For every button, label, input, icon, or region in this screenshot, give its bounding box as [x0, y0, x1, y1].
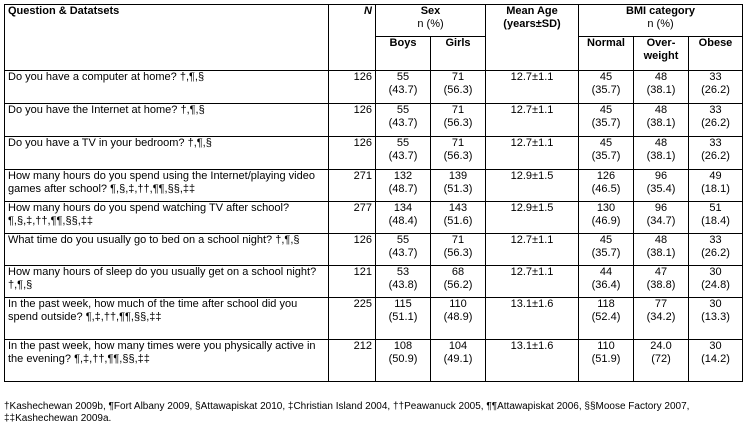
girls-cell — [431, 234, 486, 266]
obese-count: 30 — [709, 340, 722, 352]
n-cell — [329, 266, 376, 298]
obese-cell — [689, 71, 743, 104]
footnote-line-1: †Kashechewan 2009b, ¶Fort Albany 2009, §Attawapiskat 2010, ‡Christian Island 2004, ††Peawanuck 2005, ¶¶Attawapiskat 2006, §§Moose Factory 2007, — [4, 401, 690, 412]
obese-count: 33 — [709, 234, 722, 246]
overweight-cell — [634, 202, 689, 234]
normal-count: 130 — [596, 202, 616, 214]
obese-percent: (26.2) — [701, 246, 730, 259]
question-cell — [5, 298, 329, 340]
girls-count: 110 — [449, 298, 467, 310]
n-cell — [329, 234, 376, 266]
girls-percent: (56.2) — [443, 278, 473, 291]
question-sources: †,¶,§ — [187, 137, 212, 149]
overweight-count: 48 — [654, 137, 668, 149]
overweight-cell — [634, 266, 689, 298]
normal-count: 45 — [599, 104, 613, 116]
age-cell — [486, 202, 579, 234]
question-cell — [5, 340, 329, 382]
question-sources: ¶,§,‡,††,¶¶,§§,‡‡ — [8, 214, 94, 227]
girls-percent: (48.9) — [443, 310, 473, 323]
normal-cell — [579, 104, 634, 137]
question-cell — [5, 234, 329, 266]
results-table — [4, 4, 743, 382]
n-cell — [329, 104, 376, 137]
n-cell — [329, 170, 376, 202]
table-row — [5, 340, 743, 382]
normal-count: 118 — [597, 298, 615, 310]
obese-count: 51 — [709, 202, 722, 214]
normal-cell — [579, 71, 634, 104]
age-cell — [486, 170, 579, 202]
girls-count: 71 — [451, 234, 465, 246]
girls-count: 139 — [448, 170, 468, 182]
obese-percent: (26.2) — [701, 149, 730, 162]
obese-cell — [689, 104, 743, 137]
obese-count: 30 — [709, 266, 722, 278]
n-value: 271 — [353, 170, 372, 182]
n-cell — [329, 71, 376, 104]
girls-percent: (56.3) — [443, 149, 473, 162]
n-cell — [329, 340, 376, 382]
normal-cell — [579, 298, 634, 340]
n-header: N — [329, 5, 376, 71]
question-text: How many hours do you spend using the Internet/playing video games after school? — [8, 170, 315, 195]
header-row-1 — [5, 5, 743, 37]
overweight-percent: (34.2) — [646, 310, 676, 323]
normal-percent: (35.7) — [591, 149, 621, 162]
obese-count: 33 — [709, 137, 722, 149]
obese-percent: (26.2) — [701, 116, 730, 129]
question-sources: †,¶,§ — [275, 234, 300, 246]
boys-cell — [376, 170, 431, 202]
girls-cell — [431, 170, 486, 202]
table-row — [5, 137, 743, 170]
age-header — [486, 5, 579, 71]
girls-percent: (51.6) — [443, 214, 473, 227]
question-sources: ¶,‡,††,¶¶,§§,‡‡ — [85, 310, 162, 323]
overweight-count: 77 — [654, 298, 668, 310]
normal-count: 45 — [599, 137, 613, 149]
n-value: 126 — [353, 137, 372, 149]
n-value: 126 — [353, 234, 372, 246]
boys-percent: (48.7) — [388, 182, 418, 195]
boys-cell — [376, 137, 431, 170]
question-text: What time do you usually go to bed on a school night? — [8, 234, 273, 246]
n-value: 126 — [353, 71, 372, 83]
overweight-count: 47 — [654, 266, 668, 278]
overweight-percent: (34.7) — [646, 214, 676, 227]
obese-count: 49 — [709, 170, 722, 182]
overweight-cell — [634, 234, 689, 266]
normal-cell — [579, 234, 634, 266]
boys-cell — [376, 266, 431, 298]
boys-percent: (43.7) — [388, 149, 418, 162]
question-text: Do you have a TV in your bedroom? — [8, 137, 185, 149]
table-row — [5, 266, 743, 298]
table-row — [5, 104, 743, 137]
n-cell — [329, 298, 376, 340]
boys-header: Boys — [376, 37, 431, 71]
overweight-count: 48 — [654, 104, 668, 116]
boys-percent: (43.7) — [388, 116, 418, 129]
obese-cell — [689, 202, 743, 234]
sex-header — [376, 5, 486, 37]
age-value: 13.1±1.6 — [510, 340, 554, 352]
age-cell — [486, 234, 579, 266]
obese-percent: (18.4) — [701, 214, 730, 227]
overweight-count: 96 — [654, 202, 668, 214]
table-row — [5, 202, 743, 234]
normal-cell — [579, 137, 634, 170]
boys-count: 108 — [393, 340, 413, 352]
age-cell — [486, 104, 579, 137]
overweight-percent: (38.8) — [646, 278, 676, 291]
question-cell — [5, 104, 329, 137]
normal-count: 45 — [599, 234, 613, 246]
boys-percent: (43.7) — [388, 83, 418, 96]
obese-percent: (13.3) — [701, 310, 730, 323]
question-header: Question & Datatsets — [5, 5, 329, 71]
normal-percent: (51.9) — [591, 352, 621, 365]
obese-cell — [689, 266, 743, 298]
girls-cell — [431, 137, 486, 170]
n-value: 277 — [353, 202, 372, 214]
normal-cell — [579, 340, 634, 382]
age-cell — [486, 266, 579, 298]
obese-count: 30 — [709, 298, 722, 310]
overweight-cell — [634, 104, 689, 137]
boys-count: 53 — [396, 266, 410, 278]
question-text: Do you have a computer at home? — [8, 71, 177, 83]
girls-cell — [431, 340, 486, 382]
boys-count: 134 — [393, 202, 413, 214]
obese-header: Obese — [689, 37, 743, 71]
girls-cell — [431, 266, 486, 298]
table-row — [5, 298, 743, 340]
sex-header-title: Sex — [420, 5, 441, 17]
obese-cell — [689, 137, 743, 170]
question-text: How many hours of sleep do you usually get on a school night? — [8, 266, 317, 278]
boys-percent: (50.9) — [388, 352, 418, 365]
boys-count: 55 — [396, 137, 410, 149]
question-sources: ¶,§,‡,††,¶¶,§§,‡‡ — [110, 182, 196, 195]
girls-percent: (56.3) — [443, 83, 473, 96]
question-text: In the past week, how many times were you physically active in the evening? — [8, 340, 316, 365]
age-cell — [486, 298, 579, 340]
age-header-sub: (years±SD) — [503, 17, 561, 30]
normal-count: 110 — [597, 340, 615, 352]
age-cell — [486, 340, 579, 382]
age-value: 12.9±1.5 — [510, 170, 554, 182]
table-row — [5, 170, 743, 202]
age-value: 12.7±1.1 — [510, 71, 554, 83]
age-value: 12.9±1.5 — [510, 202, 554, 214]
overweight-count: 24.0 — [650, 340, 672, 352]
boys-cell — [376, 202, 431, 234]
n-cell — [329, 137, 376, 170]
obese-cell — [689, 234, 743, 266]
obese-cell — [689, 170, 743, 202]
girls-cell — [431, 298, 486, 340]
question-cell — [5, 266, 329, 298]
girls-count: 71 — [451, 71, 465, 83]
age-header-title: Mean Age — [506, 5, 558, 17]
boys-cell — [376, 234, 431, 266]
boys-count: 132 — [393, 170, 413, 182]
bmi-header — [579, 5, 743, 37]
question-sources: †,¶,§ — [180, 104, 205, 116]
n-cell — [329, 202, 376, 234]
question-text: How many hours do you spend watching TV after school? — [8, 202, 290, 214]
question-sources: ¶,‡,††,¶¶,§§,‡‡ — [74, 352, 150, 365]
girls-percent: (49.1) — [443, 352, 473, 365]
normal-header: Normal — [579, 37, 634, 71]
question-cell — [5, 137, 329, 170]
boys-percent: (51.1) — [388, 310, 418, 323]
overweight-percent: (35.4) — [646, 182, 676, 195]
age-value: 12.7±1.1 — [510, 104, 554, 116]
obese-count: 33 — [709, 71, 722, 83]
bmi-header-title: BMI category — [625, 5, 696, 17]
normal-count: 126 — [596, 170, 616, 182]
question-cell — [5, 71, 329, 104]
age-value: 13.1±1.6 — [510, 298, 554, 310]
question-sources: †,¶,§ — [179, 71, 205, 83]
table-row — [5, 234, 743, 266]
normal-percent: (52.4) — [591, 310, 621, 323]
girls-cell — [431, 202, 486, 234]
obese-cell — [689, 298, 743, 340]
question-cell — [5, 202, 329, 234]
overweight-percent: (38.1) — [646, 116, 676, 129]
overweight-count: 96 — [654, 170, 668, 182]
normal-percent: (36.4) — [591, 278, 621, 291]
girls-count: 68 — [451, 266, 465, 278]
girls-percent: (51.3) — [443, 182, 473, 195]
age-cell — [486, 71, 579, 104]
overweight-percent: (38.1) — [646, 246, 676, 259]
footnote — [4, 401, 742, 425]
girls-count: 71 — [451, 137, 465, 149]
table-row — [5, 71, 743, 104]
girls-percent: (56.3) — [443, 116, 473, 129]
n-value: 225 — [353, 298, 372, 310]
obese-count: 33 — [709, 104, 722, 116]
obese-percent: (24.8) — [701, 278, 730, 291]
footnote-line-2: ‡‡Kashechewan 2009a. — [4, 413, 112, 424]
normal-cell — [579, 202, 634, 234]
boys-cell — [376, 71, 431, 104]
n-value: 126 — [353, 104, 372, 116]
girls-percent: (56.3) — [443, 246, 473, 259]
overweight-count: 48 — [654, 234, 668, 246]
girls-count: 104 — [448, 340, 468, 352]
sex-header-sub: n (%) — [417, 17, 444, 30]
girls-cell — [431, 71, 486, 104]
overweight-header: Over-weight — [634, 37, 689, 71]
question-cell — [5, 170, 329, 202]
question-sources: †,¶,§ — [8, 278, 33, 291]
obese-percent: (18.1) — [701, 182, 730, 195]
question-text: Do you have the Internet at home? — [8, 104, 178, 116]
age-value: 12.7±1.1 — [510, 266, 554, 278]
obese-cell — [689, 340, 743, 382]
obese-percent: (14.2) — [701, 352, 730, 365]
overweight-cell — [634, 71, 689, 104]
overweight-percent: (72) — [651, 352, 671, 365]
boys-cell — [376, 298, 431, 340]
overweight-cell — [634, 137, 689, 170]
n-value: 212 — [353, 340, 372, 352]
overweight-cell — [634, 170, 689, 202]
overweight-count: 48 — [654, 71, 668, 83]
bmi-header-sub: n (%) — [647, 17, 674, 30]
normal-count: 45 — [599, 71, 613, 83]
boys-percent: (43.7) — [388, 246, 418, 259]
age-value: 12.7±1.1 — [510, 234, 554, 246]
overweight-percent: (38.1) — [646, 83, 676, 96]
boys-count: 115 — [394, 298, 412, 310]
overweight-percent: (38.1) — [646, 149, 676, 162]
boys-percent: (43.8) — [388, 278, 418, 291]
girls-count: 71 — [451, 104, 465, 116]
girls-header: Girls — [431, 37, 486, 71]
girls-cell — [431, 104, 486, 137]
normal-percent: (35.7) — [591, 83, 621, 96]
girls-count: 143 — [448, 202, 468, 214]
overweight-cell — [634, 298, 689, 340]
age-value: 12.7±1.1 — [510, 137, 554, 149]
overweight-cell — [634, 340, 689, 382]
boys-count: 55 — [396, 104, 410, 116]
normal-count: 44 — [599, 266, 613, 278]
n-value: 121 — [353, 266, 372, 278]
normal-percent: (35.7) — [591, 246, 621, 259]
boys-percent: (48.4) — [388, 214, 418, 227]
normal-cell — [579, 266, 634, 298]
question-text: In the past week, how much of the time after school did you spend outside? — [8, 298, 298, 323]
boys-cell — [376, 340, 431, 382]
obese-percent: (26.2) — [701, 83, 730, 96]
normal-percent: (35.7) — [591, 116, 621, 129]
boys-count: 55 — [396, 234, 410, 246]
normal-percent: (46.5) — [591, 182, 621, 195]
normal-cell — [579, 170, 634, 202]
boys-cell — [376, 104, 431, 137]
boys-count: 55 — [396, 71, 410, 83]
normal-percent: (46.9) — [591, 214, 621, 227]
age-cell — [486, 137, 579, 170]
